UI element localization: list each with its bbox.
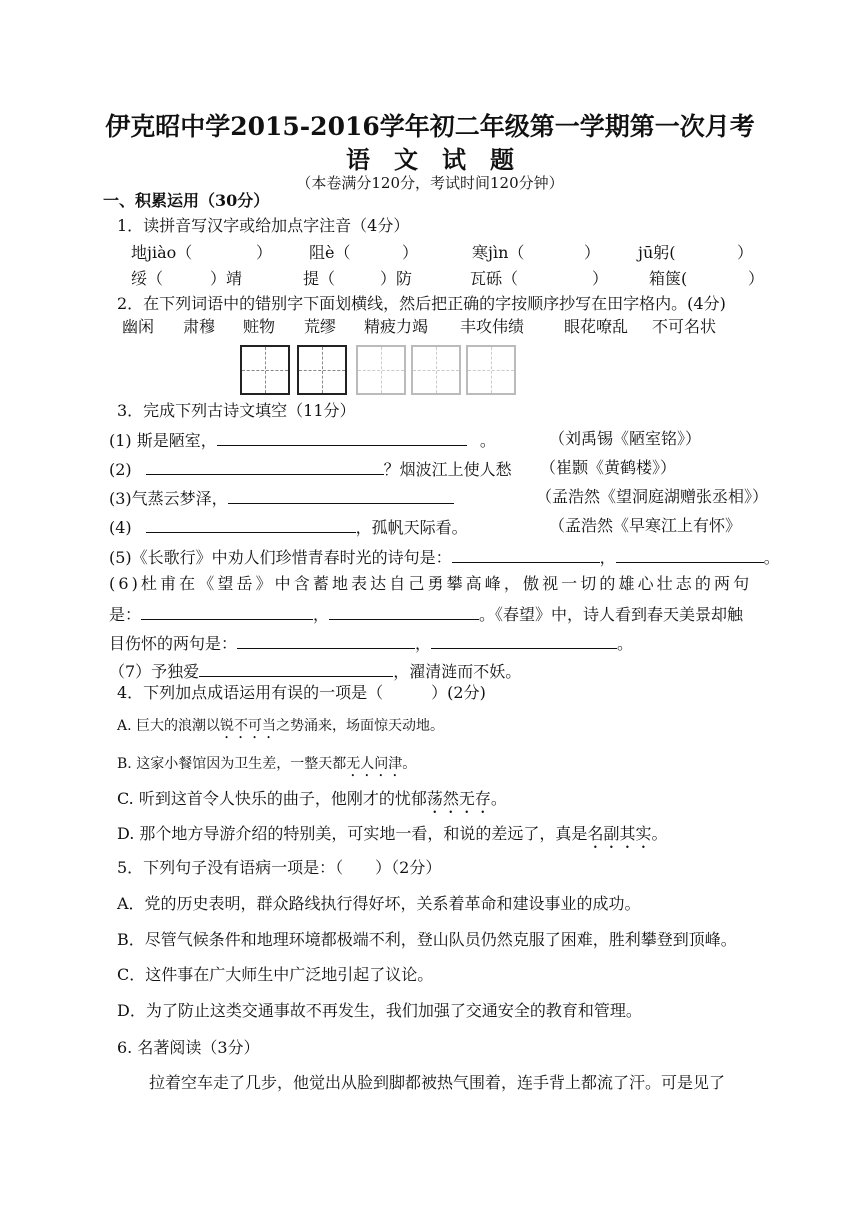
- dotted-idiom: 名副其实: [587, 824, 652, 843]
- q1-item: 箱箧(: [649, 269, 688, 288]
- q5-option-c[interactable]: C．这件事在广大师生中广泛地引起了议论。: [117, 965, 434, 984]
- poem-source: （孟浩然《早寒江上有怀》: [549, 516, 742, 535]
- option-text: 。: [651, 824, 668, 843]
- q1-item: 地jiào（: [131, 243, 193, 262]
- q1-item: 瓦砾（: [470, 269, 519, 288]
- q2-word: 赃物: [243, 317, 276, 336]
- q1-item-close: ）: [748, 269, 765, 288]
- poem-prompt: （7）予独爱: [109, 662, 200, 681]
- dotted-idiom: 锐不可当: [220, 718, 277, 734]
- tianzige-cell[interactable]: [297, 345, 347, 395]
- answer-blank[interactable]: [329, 603, 479, 620]
- q3-stem: 3．完成下列古诗文填空（11分）: [117, 401, 356, 420]
- q1-item-close: ）: [402, 243, 419, 262]
- q1-item-close: ）: [737, 243, 754, 262]
- q2-word: 精疲力竭: [364, 317, 429, 336]
- q3-line-2: [109, 458, 512, 480]
- q3-line-7: [109, 660, 521, 682]
- answer-blank[interactable]: [217, 429, 467, 446]
- q1-item-close: ）防: [380, 269, 413, 288]
- option-text: C. 听到这首令人快乐的曲子，他刚才的忧郁: [117, 789, 427, 808]
- poem-punct: 。: [763, 548, 780, 567]
- q2-word: 肃穆: [183, 317, 216, 336]
- poem-prompt: 。《春望》中，诗人看到春天美景却触: [479, 605, 744, 624]
- tianzige-cell[interactable]: [356, 345, 406, 395]
- poem-prompt: ，孤帆天际看。: [355, 518, 468, 537]
- poem-prompt: (5)《长歌行》中劝人们珍惜青春时光的诗句是：: [109, 548, 452, 567]
- q2-word: 荒缪: [304, 317, 337, 336]
- answer-blank[interactable]: [237, 632, 415, 649]
- poem-source: （孟浩然《望洞庭湖赠张丞相》）: [536, 487, 769, 506]
- poem-prompt: (2): [109, 460, 132, 479]
- exam-note: （本卷满分120分，考试时间120分钟）: [296, 174, 564, 192]
- option-text: D. 那个地方导游介绍的特别美，可实地一看，和说的差远了，真是: [117, 824, 588, 843]
- poem-source: （刘禹锡《陋室铭》）: [549, 429, 702, 448]
- q2-word: 眼花嘹乱: [564, 317, 629, 336]
- q5-option-b[interactable]: B．尽管气候条件和地理环境都极端不利，登山队员仍然克服了困难，胜利攀登到顶峰。: [117, 930, 737, 949]
- poem-punct: 。: [479, 431, 496, 450]
- q1-item-close: ）: [592, 269, 609, 288]
- q1-item: 寒jìn（: [472, 243, 525, 262]
- q1-item: jū躬(: [638, 243, 676, 262]
- q2-word: 幽闲: [122, 317, 155, 336]
- option-text: 。: [490, 789, 507, 808]
- tianzige-cell[interactable]: [466, 345, 516, 395]
- tianzige-cell[interactable]: [240, 345, 290, 395]
- q3-line-4: [109, 516, 468, 538]
- q1-item-close: ）靖: [210, 269, 243, 288]
- exam-subtitle: 语 文 试 题: [346, 145, 514, 174]
- poem-prompt: 目伤怀的两句是：: [109, 634, 238, 653]
- option-text: 之势涌来，场面惊天动地。: [276, 718, 445, 734]
- answer-blank[interactable]: [141, 603, 313, 620]
- poem-prompt: (1) 斯是陋室，: [109, 431, 217, 450]
- q3-line-6b: [109, 603, 743, 625]
- q4-option-c[interactable]: [117, 789, 507, 817]
- dotted-idiom: 无人问津: [346, 756, 403, 772]
- q2-stem: 2．在下列词语中的错别字下面划横线，然后把正确的字按顺序抄写在田字格内。(4分): [117, 294, 726, 313]
- q1-item: 绥（: [131, 269, 164, 288]
- q1-item: 提（: [303, 269, 336, 288]
- q1-stem: 1．读拼音写汉字或给加点字注音（4分）: [117, 216, 410, 235]
- poem-source: （崔颢《黄鹤楼》）: [540, 458, 677, 477]
- answer-blank[interactable]: [199, 660, 393, 677]
- q3-line-6a: (6)杜甫在《望岳》中含蓄地表达自己勇攀高峰，傲视一切的雄心壮志的两句: [109, 574, 753, 593]
- q3-line-3: [109, 487, 454, 509]
- q5-option-a[interactable]: A．党的历史表明，群众路线执行得好坏，关系着革命和建设事业的成功。: [117, 894, 641, 913]
- poem-prompt: (4): [109, 518, 132, 537]
- q3-line-1: [109, 429, 496, 451]
- answer-blank[interactable]: [431, 632, 617, 649]
- poem-punct: ，: [599, 548, 616, 567]
- exam-title: 伊克昭中学2015-2016学年初二年级第一学期第一次月考: [105, 112, 755, 141]
- q4-option-b[interactable]: [117, 754, 416, 780]
- poem-prompt: (3)气蒸云梦泽，: [109, 489, 228, 508]
- q3-line-5: [109, 546, 780, 568]
- answer-blank[interactable]: [452, 546, 600, 563]
- q4-option-d[interactable]: [117, 824, 667, 852]
- poem-punct: ，: [313, 605, 330, 624]
- poem-prompt: ？烟波江上使人愁: [383, 460, 512, 479]
- tianzige-cell[interactable]: [411, 345, 461, 395]
- section-heading: 一、积累运用（30分）: [103, 191, 270, 210]
- answer-blank[interactable]: [146, 458, 384, 475]
- q4-option-a[interactable]: [117, 716, 444, 742]
- q1-item-close: ）: [584, 243, 601, 262]
- q3-line-6c: [109, 632, 633, 654]
- option-text: A. 巨大的浪潮以: [117, 718, 221, 734]
- q2-word: 丰攻伟绩: [460, 317, 525, 336]
- poem-prompt: 是：: [109, 605, 142, 624]
- poem-prompt: ，濯清涟而不妖。: [393, 662, 522, 681]
- q1-item-close: ）: [256, 243, 273, 262]
- dotted-idiom: 荡然无存: [426, 789, 491, 808]
- answer-blank[interactable]: [228, 487, 454, 504]
- q1-item: 阻è（: [309, 243, 351, 262]
- answer-blank[interactable]: [146, 516, 356, 533]
- q4-stem: 4．下列加点成语运用有误的一项是（ ）(2分): [117, 683, 486, 702]
- q2-word: 不可名状: [652, 317, 717, 336]
- answer-blank[interactable]: [616, 546, 764, 563]
- q5-stem: 5．下列句子没有语病一项是：（ ）（2分）: [117, 858, 442, 877]
- q6-passage: 拉着空车走了几步，他觉出从脸到脚都被热气围着，连手背上都流了汗。可是见了: [149, 1073, 726, 1092]
- poem-punct: 。: [617, 634, 634, 653]
- q5-option-d[interactable]: D．为了防止这类交通事故不再发生，我们加强了交通安全的教育和管理。: [117, 1001, 642, 1020]
- poem-punct: ，: [415, 634, 432, 653]
- option-text: B. 这家小餐馆因为卫生差，一整天都: [117, 756, 347, 772]
- option-text: 。: [402, 756, 417, 772]
- q6-stem: 6. 名著阅读（3分）: [117, 1038, 260, 1057]
